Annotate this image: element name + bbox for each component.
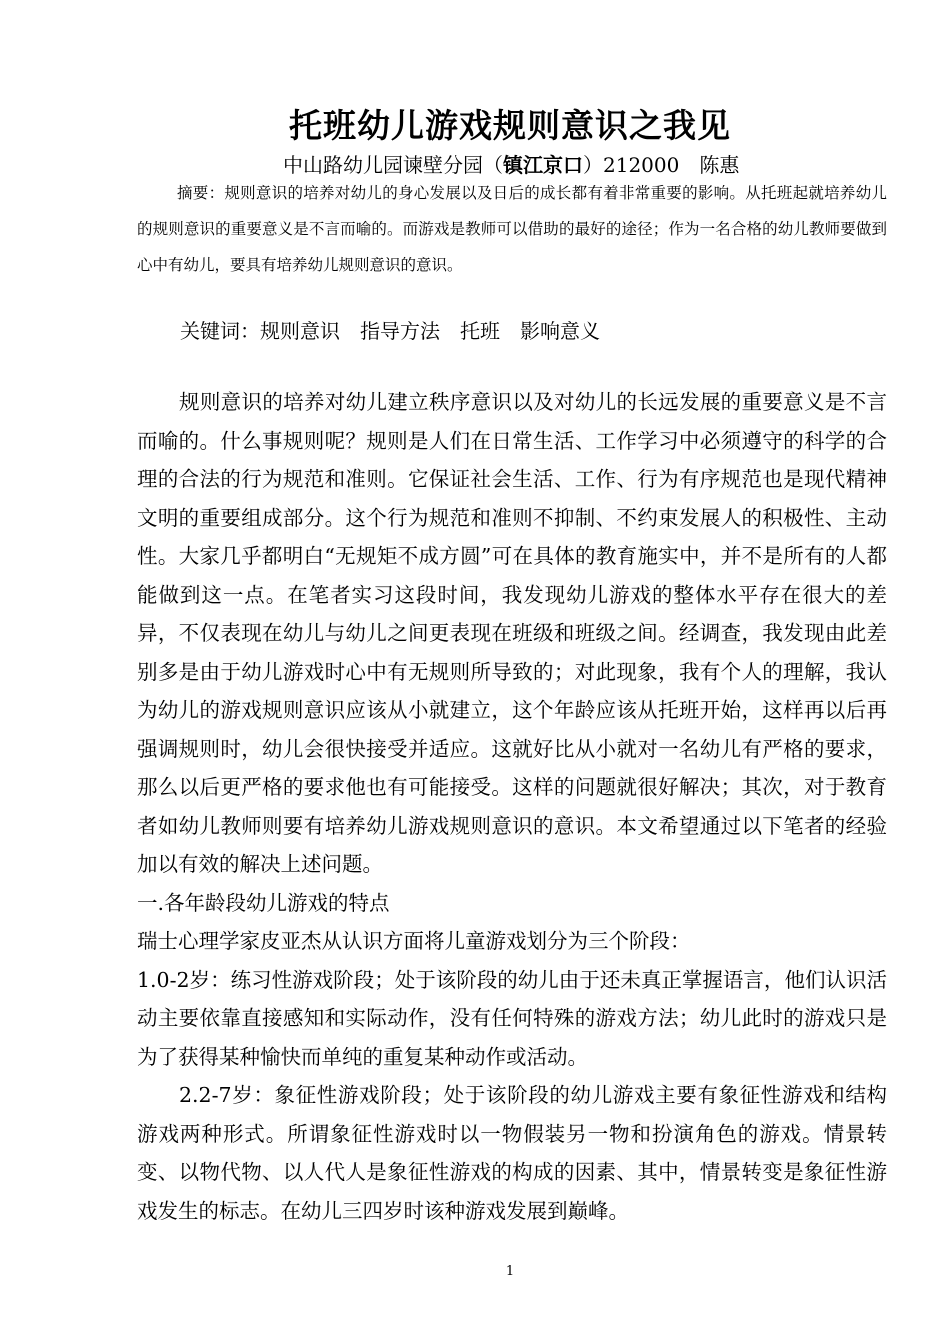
paragraph-stage-2: 2.2-7岁：象征性游戏阶段；处于该阶段的幼儿游戏主要有象征性游戏和结构游戏两种形式。所谓象征性游戏时以一物假装另一物和扮演角色的游戏。情景转变、以物代物、以人代人是象征性游戏的构成的因素、其中，情景转变是象征性游戏发生的标志。在幼儿三四岁时该种游戏发展到巅峰。 — [137, 1083, 887, 1223]
section-heading: 一.各年龄段幼儿游戏的特点 — [137, 890, 390, 915]
document-title: 托班幼儿游戏规则意识之我见 — [289, 106, 731, 145]
body-text — [137, 383, 887, 1230]
page-number: 1 — [505, 1264, 515, 1279]
author-prefix: 中山路幼儿园谏壁分园（ — [283, 153, 503, 177]
author-suffix: ）212000 陈惠 — [583, 153, 740, 177]
abstract-text: 摘要：规则意识的培养对幼儿的身心发展以及日后的成长都有着非常重要的影响。从托班起就培养幼儿的规则意识的重要意义是不言而喻的。而游戏是教师可以借助的最好的途径；作为一名合格的幼儿教师要做到心中有幼儿，要具有培养幼儿规则意识的意识。 — [137, 184, 887, 274]
keywords: 关键词：规则意识 指导方法 托班 影响意义 — [180, 319, 600, 343]
author-location: 镇江京口 — [503, 153, 583, 177]
paragraph-intro: 规则意识的培养对幼儿建立秩序意识以及对幼儿的长远发展的重要意义是不言而喻的。什么事规则呢？规则是人们在日常生活、工作学习中必须遵守的科学的合理的合法的行为规范和准则。它保证社会生活、工作、行为有序规范也是现代精神文明的重要组成部分。这个行为规范和准则不抑制、不约束发展人的积极性、主动性。大家几乎都明白“无规矩不成方圆”可在具体的教育施实中，并不是所有的人都能做到这一点。在笔者实习这段时间，我发现幼儿游戏的整体水平存在很大的差异，不仅表现在幼儿与幼儿之间更表现在班级和班级之间。经调查，我发现由此差别多是由于幼儿游戏时心中有无规则所导致的；对此现象，我有个人的理解，我认为幼儿的游戏规则意识应该从小就建立，这个年龄应该从托班开始，这样再以后再强调规则时，幼儿会很快接受并适应。这就好比从小就对一名幼儿有严格的要求，那么以后更严格的要求他也有可能接受。这样的问题就很好解决；其次，对于教育者如幼儿教师则要有培养幼儿游戏规则意识的意识。本文希望通过以下笔者的经验加以有效的解决上述问题。 — [137, 390, 887, 876]
abstract — [137, 175, 887, 283]
author-line — [283, 149, 739, 178]
paragraph-piaget: 瑞士心理学家皮亚杰从认识方面将儿童游戏划分为三个阶段： — [137, 929, 691, 953]
paragraph-stage-1: 1.0-2岁：练习性游戏阶段；处于该阶段的幼儿由于还未真正掌握语言，他们认识活动主要依靠直接感知和实际动作，没有任何特殊的游戏方法；幼儿此时的游戏只是为了获得某种愉快而单纯的重复某种动作或活动。 — [137, 967, 887, 1069]
